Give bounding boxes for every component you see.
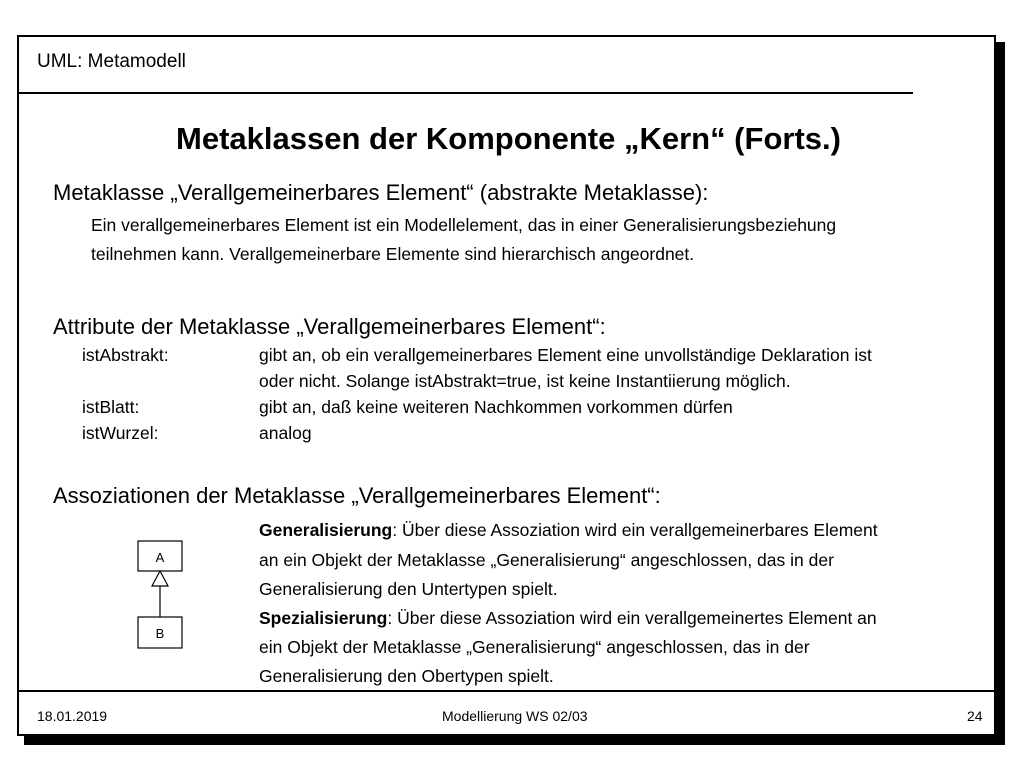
attr-desc-istAbstrakt-cont: oder nicht. Solange istAbstrakt=true, ist keine Instantiierung möglich. [259,371,791,391]
header-divider [19,92,913,94]
generalisierung-line-2: an ein Objekt der Metaklasse „Generalisierung“ angeschlossen, das in der [259,550,834,570]
spezialisierung-line-3: Generalisierung den Obertypen spielt. [259,666,554,686]
generalization-arrow-icon [152,571,168,586]
spezialisierung-text-1: : Über diese Assoziation wird ein verallgemeinertes Element an [387,608,877,628]
uml-class-b-label: B [155,626,165,641]
slide [17,35,996,736]
footer-date: 18.01.2019 [37,708,108,724]
page-title: Metaklassen der Komponente „Kern“ (Forts.) [176,121,841,156]
attr-desc-istWurzel: analog [259,423,312,443]
spezialisierung-line-2: ein Objekt der Metaklasse „Generalisierung“ angeschlossen, das in der [259,637,810,657]
attr-name-istBlatt: istBlatt: [82,397,140,417]
attr-desc-istBlatt: gibt an, daß keine weiteren Nachkommen vorkommen dürfen [259,397,733,417]
generalisierung-text-1: : Über diese Assoziation wird ein verallgemeinerbares Element [392,520,878,540]
spezialisierung-term: Spezialisierung [259,608,388,628]
attr-desc-istAbstrakt: gibt an, ob ein verallgemeinerbares Element eine unvollständige Deklaration ist [259,345,872,365]
spezialisierung-line-1 [259,608,877,629]
section1-line-1: Ein verallgemeinerbares Element ist ein Modellelement, das in einer Generalisierungsbeziehung [91,215,837,235]
footer-page-number: 24 [967,708,983,724]
section1-heading: Metaklasse „Verallgemeinerbares Element“ (abstrakte Metaklasse): [53,180,709,205]
section3-heading: Assoziationen der Metaklasse „Verallgemeinerbares Element“: [53,483,661,508]
uml-class-a-label: A [155,550,165,565]
attr-name-istAbstrakt: istAbstrakt: [82,345,169,365]
generalisierung-term: Generalisierung [259,520,393,540]
header-title: UML: Metamodell [37,51,186,72]
attr-name-istWurzel: istWurzel: [82,423,159,443]
uml-generalization-diagram [137,540,183,650]
section1-line-2: teilnehmen kann. Verallgemeinerbare Elemente sind hierarchisch angeordnet. [91,244,695,264]
generalisierung-line-3: Generalisierung den Untertypen spielt. [259,579,558,599]
section2-heading: Attribute der Metaklasse „Verallgemeinerbares Element“: [53,314,606,339]
footer-divider [19,690,994,692]
generalisierung-line-1 [259,520,878,541]
footer-course: Modellierung WS 02/03 [442,708,588,724]
